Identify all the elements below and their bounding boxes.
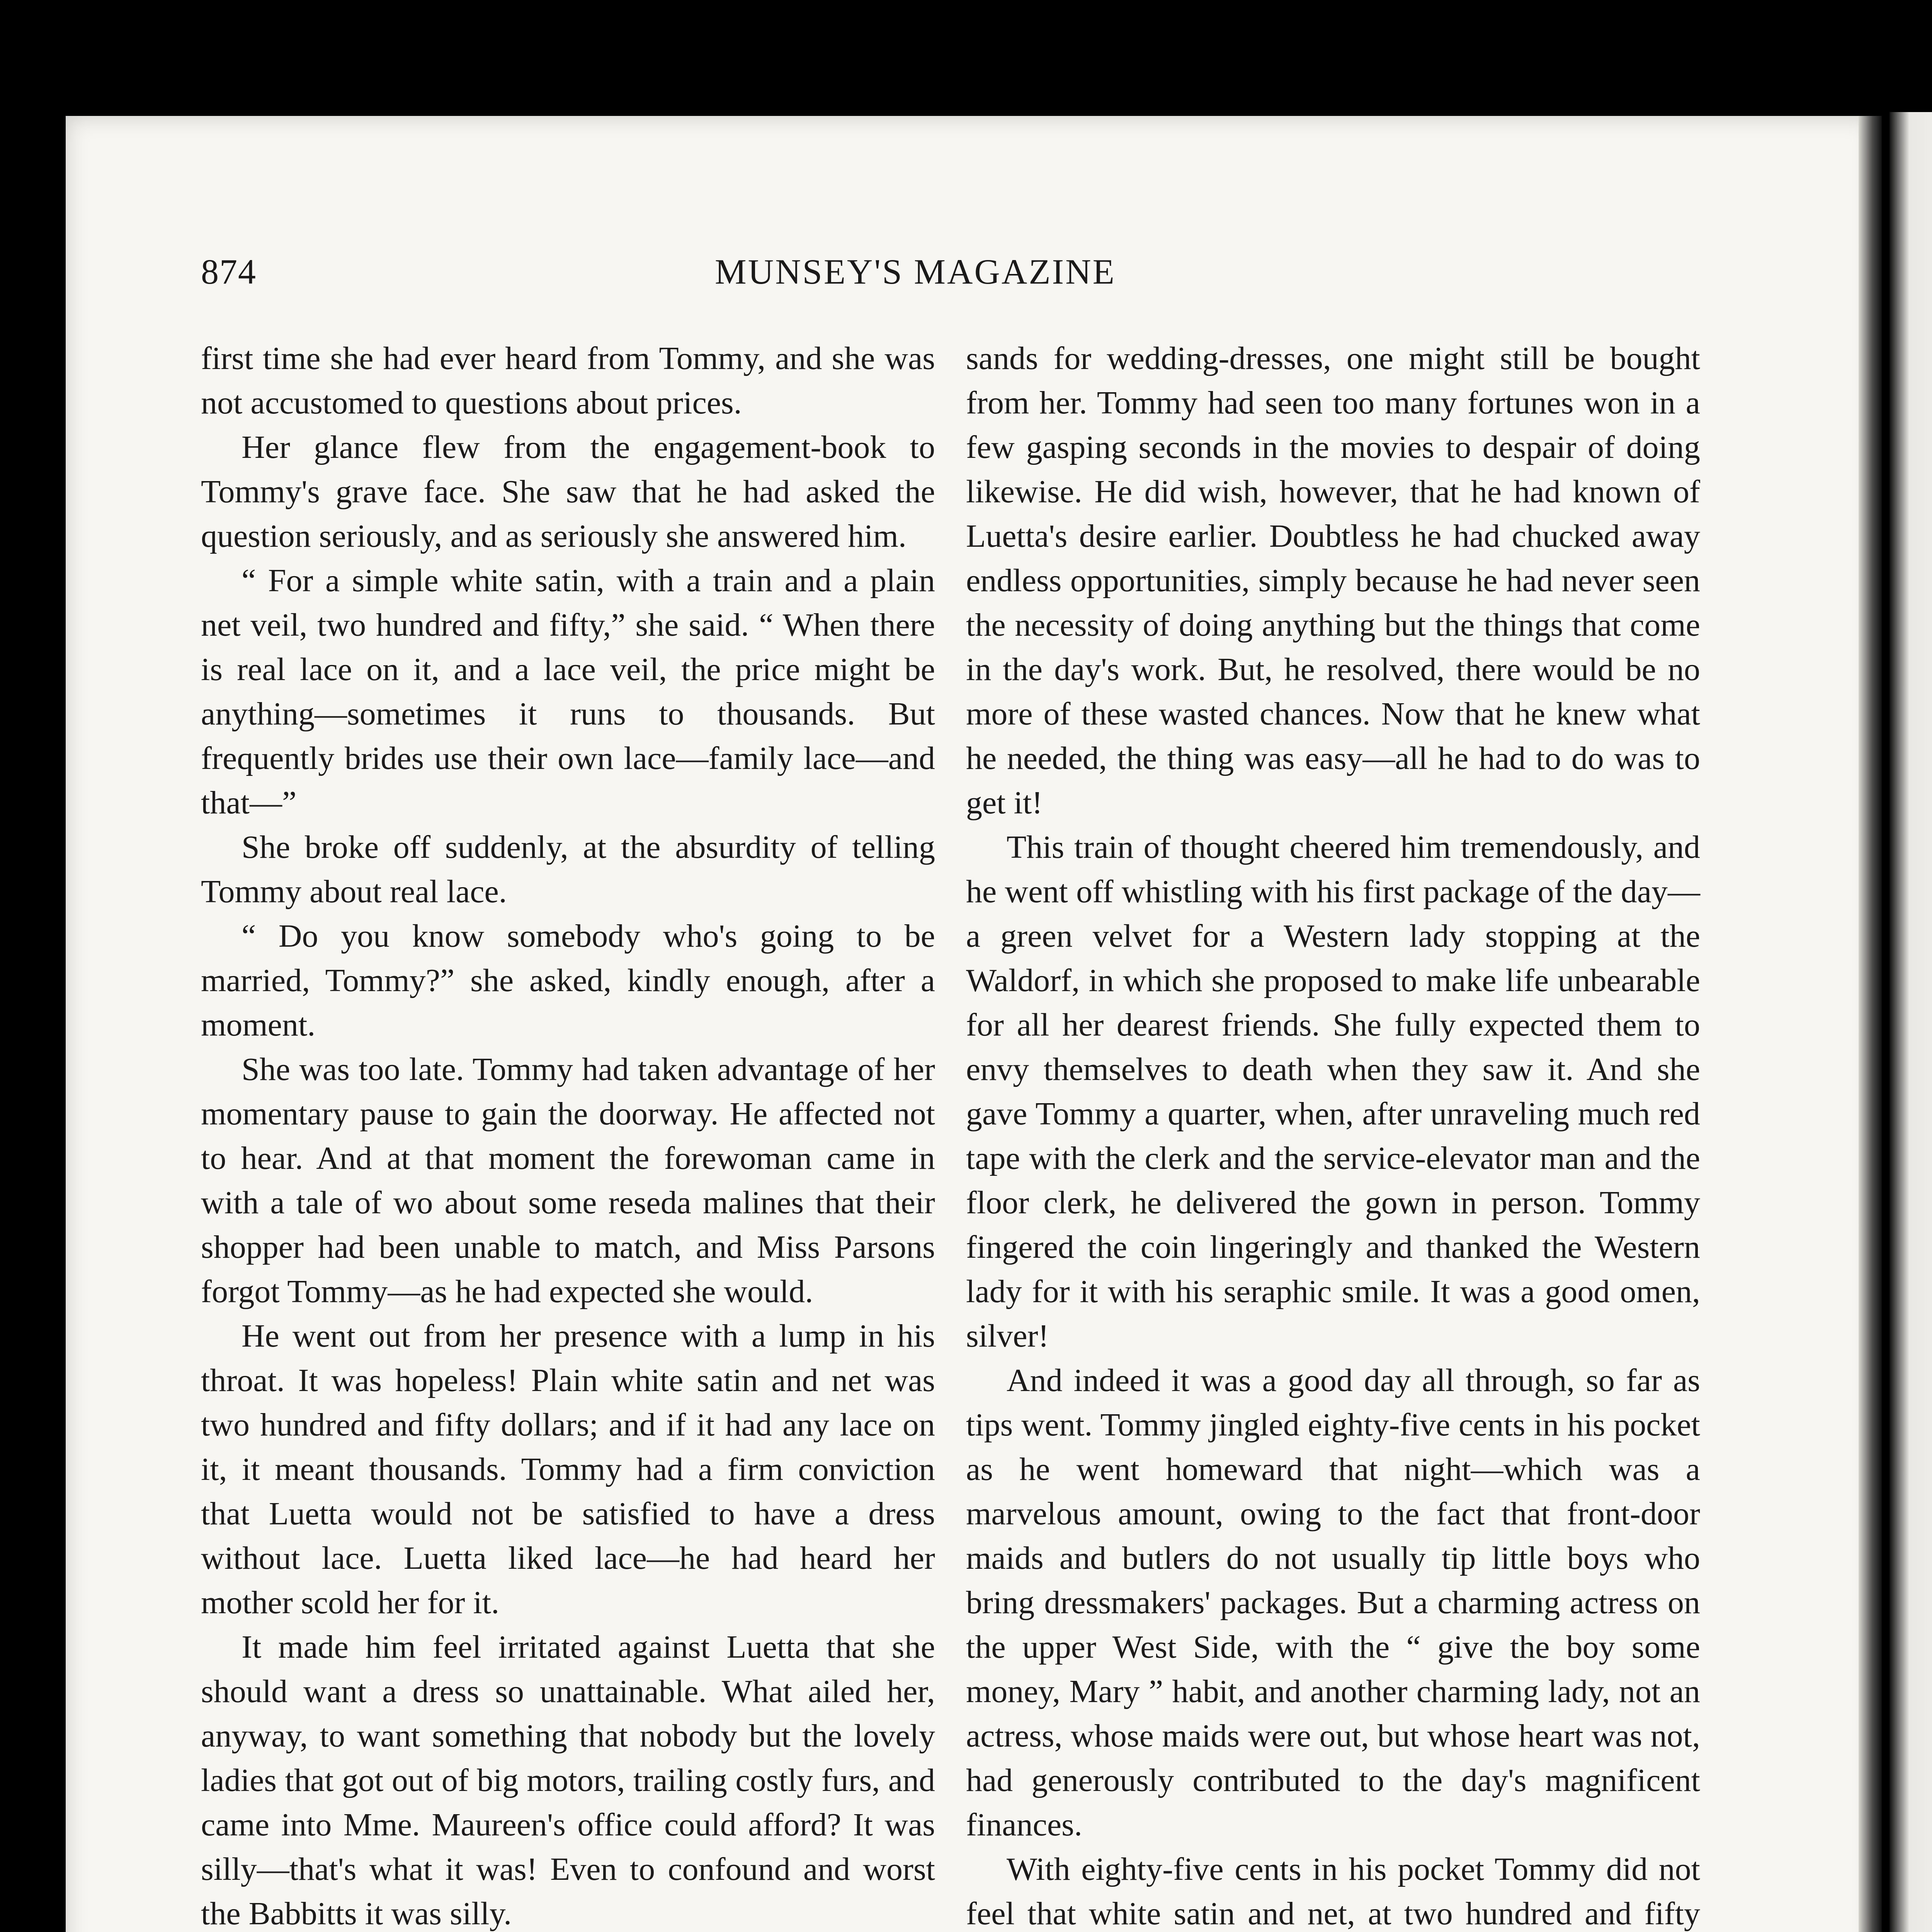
paragraph: He went out from her presence with a lump in his throat. It was hopeless! Plain white satin and net was two hundred and fifty dollars; and if it had any lace on it, it meant thousands. Tommy had a firm conviction that Luetta would not be satisfied to have a dress without lace. Luetta liked lace—he had heard her mother scold her for it. xyxy=(201,1318,935,1621)
left-column xyxy=(201,336,935,1932)
running-title: MUNSEY'S MAGAZINE xyxy=(715,252,1116,291)
paragraph: first time she had ever heard from Tommy, and she was not accustomed to questions about prices. xyxy=(201,340,935,421)
paragraph: sands for wedding-dresses, one might still be bought from her. Tommy had seen too many fortunes won in a few gasping seconds in the movies to despair of doing likewise. He did wish, however, that he had known of Luetta's desire earlier. Doubtless he had chucked away endless opportunities, simply because he had never seen the necessity of doing anything but the things that come in the day's work. But, he resolved, there would be no more of these wasted chances. Now that he knew what he needed, the thing was easy—all he had to do was to get it! xyxy=(966,340,1700,821)
paragraph: Her glance flew from the engagement-book to Tommy's grave face. She saw that he had asked the question seriously, and as seriously she answered him. xyxy=(201,429,935,554)
page-binding-gutter xyxy=(1859,116,1882,1932)
next-page-edge xyxy=(1889,112,1932,1932)
page-number: 874 xyxy=(201,252,257,291)
paragraph: It made him feel irritated against Luetta that she should want a dress so unattainable. What ailed her, anyway, to want something that nobody but the lovely ladies that got out of big motors, trailing costly furs, and came into Mme. Maureen's office could afford? It was silly—that's what it was! Even to confound and worst the Babbitts it was silly. xyxy=(201,1629,935,1932)
paragraph: She was too late. Tommy had taken advantage of her momentary pause to gain the doorway. He affected not to hear. And at that moment the forewoman came in with a tale of wo about some reseda malines that their shopper had been unable to match, and Miss Parsons forgot Tommy—as he had expected she would. xyxy=(201,1051,935,1310)
paragraph: She broke off suddenly, at the absurdity of telling Tommy about real lace. xyxy=(201,829,935,910)
right-column xyxy=(966,336,1700,1932)
paragraph: And indeed it was a good day all through, so far as tips went. Tommy jingled eighty-five cents in his pocket as he went homeward that night—which was a marvelous amount, owing to the fact that front-door maids and butlers do not usually tip little boys who bring dressmakers' packages. But a charming actress on the upper West Side, with the “ give the boy some money, Mary ” habit, and another charming lady, not an actress, whose maids were out, but whose heart was not, had generously contributed to the day's magnificent finances. xyxy=(966,1362,1700,1843)
paragraph: This train of thought cheered him tremendously, and he went off whistling with his first package of the day—a green velvet for a Western lady stopping at the Waldorf, in which she proposed to make life unbearable for all her dearest friends. She fully expected them to envy themselves to death when they saw it. And she gave Tommy a quarter, when, after unraveling much red tape with the clerk and the service-elevator man and the floor clerk, he delivered the gown in person. Tommy fingered the coin lingeringly and thanked the Western lady for it with his seraphic smile. It was a good omen, silver! xyxy=(966,829,1700,1354)
paragraph: “ Do you know somebody who's going to be married, Tommy?” she asked, kindly enough, after a moment. xyxy=(201,918,935,1043)
paragraph: With eighty-five cents in his pocket Tommy did not feel that white satin and net, at two hundred and fifty xyxy=(966,1851,1700,1932)
paragraph: “ For a simple white satin, with a train and a plain net veil, two hundred and fifty,” she said. “ When there is real lace on it, and a lace veil, the price might be anything—sometimes it runs to thousands. But frequently brides use their own lace—family lace—and that—” xyxy=(201,563,935,821)
